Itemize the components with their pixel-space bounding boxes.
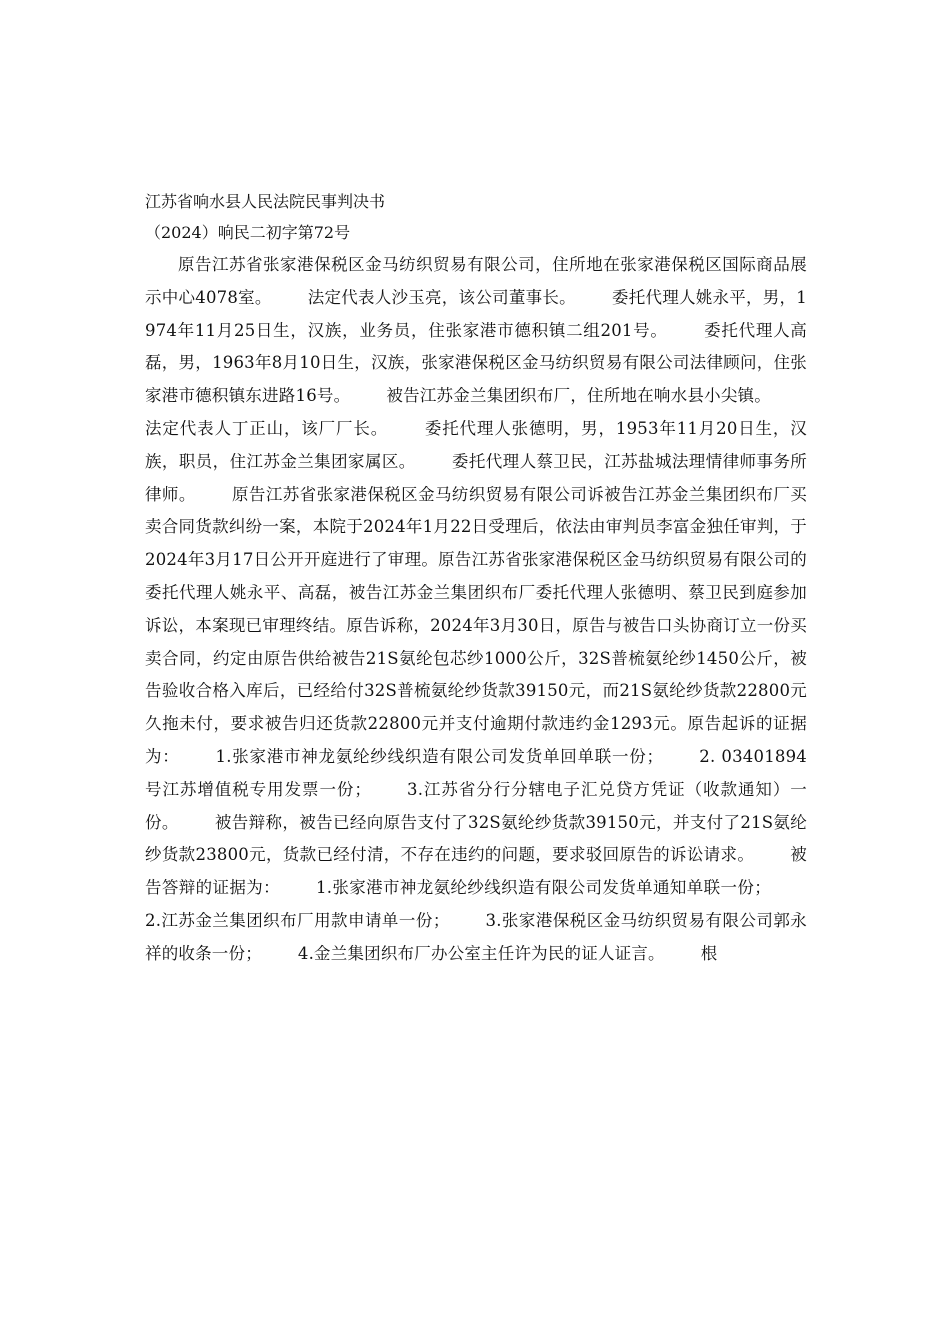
- judgment-body: [145, 249, 807, 971]
- segment-defendant-agent-2: 委托代理人蔡卫民，江苏盐城法理情律师事务所律师。: [145, 451, 807, 504]
- segment-defense: 被告辩称，被告已经向原告支付了32S氨纶纱货款39150元，并支付了21S氨纶纱货款23800元，货款已经付清，不存在违约的问题，要求驳回原告的诉讼请求。: [145, 812, 807, 865]
- segment-plaintiff-rep: 法定代表人沙玉亮，该公司董事长。: [307, 287, 576, 307]
- segment-plaintiff-evidence-3: 3.江苏省分行分辖电子汇兑贷方凭证（收款通知）一份。: [145, 779, 807, 832]
- segment-defense-evidence-3: 3.张家港保税区金马纺织贸易有限公司郭永祥的收条一份；: [145, 910, 807, 963]
- segment-defendant-agent-1: 委托代理人张德明，男，1953年11月20日生，汉族，职员，住江苏金兰集团家属区。: [145, 418, 807, 471]
- court-title: 江苏省响水县人民法院民事判决书: [145, 192, 386, 211]
- segment-defense-evidence-1: 1.张家港市神龙氨纶纱线织造有限公司发货单通知单联一份；: [316, 878, 771, 898]
- case-number: （2024）响民二初字第72号: [145, 223, 351, 242]
- segment-plaintiff-agent-1: 委托代理人姚永平，男，1974年11月25日生，汉族，业务员，住张家港市德积镇二组201号。: [145, 287, 807, 340]
- segment-case-facts: 原告江苏省张家港保税区金马纺织贸易有限公司诉被告江苏金兰集团织布厂买卖合同货款纠纷一案，本院于2024年1月22日受理后，依法由审判员李富金独任审判，于2024年3月17日公开开庭进行了审理。原告江苏省张家港保税区金马纺织贸易有限公司的委托代理人姚永平、高磊，被告江苏金兰集团织布厂委托代理人张德明、蔡卫民到庭参加诉讼，本案现已审理终结。原告诉称，2024年3月30日，原告与被告口头协商订立一份买卖合同，约定由原告供给被告21S氨纶包芯纱1000公斤，32S普梳氨纶纱1450公斤，被告验收合格入库后，已经给付32S普梳氨纶纱货款39150元，而21S氨纶纱货款22800元久拖未付，要求被告归还货款22800元并支付逾期付款违约金1293元。原告起诉的证据为：: [145, 484, 807, 766]
- segment-continuation: 根: [700, 943, 718, 963]
- segment-plaintiff-agent-2: 委托代理人高磊，男，1963年8月10日生，汉族，张家港保税区金马纺织贸易有限公司法律顾问，住张家港市德积镇东进路16号。: [145, 320, 808, 406]
- segment-defense-evidence-intro: 被告答辩的证据为：: [145, 845, 808, 898]
- segment-plaintiff: 原告江苏省张家港保税区金马纺织贸易有限公司，住所地在张家港保税区国际商品展示中心4078室。: [145, 255, 807, 307]
- segment-plaintiff-evidence-1: 1.张家港市神龙氨纶纱线织造有限公司发货单回单联一份；: [215, 746, 664, 766]
- segment-defense-evidence-4: 4.金兰集团织布厂办公室主任许为民的证人证言。: [297, 943, 665, 963]
- segment-plaintiff-evidence-2: 2. 03401894号江苏增值税专用发票一份；: [145, 746, 807, 799]
- segment-defendant: 被告江苏金兰集团织布厂，住所地在响水县小尖镇。: [386, 386, 771, 406]
- segment-defendant-rep: 法定代表人丁正山，该厂厂长。: [145, 418, 389, 438]
- document-content: [145, 192, 807, 971]
- segment-defense-evidence-2: 2.江苏金兰集团织布厂用款申请单一份；: [145, 910, 450, 930]
